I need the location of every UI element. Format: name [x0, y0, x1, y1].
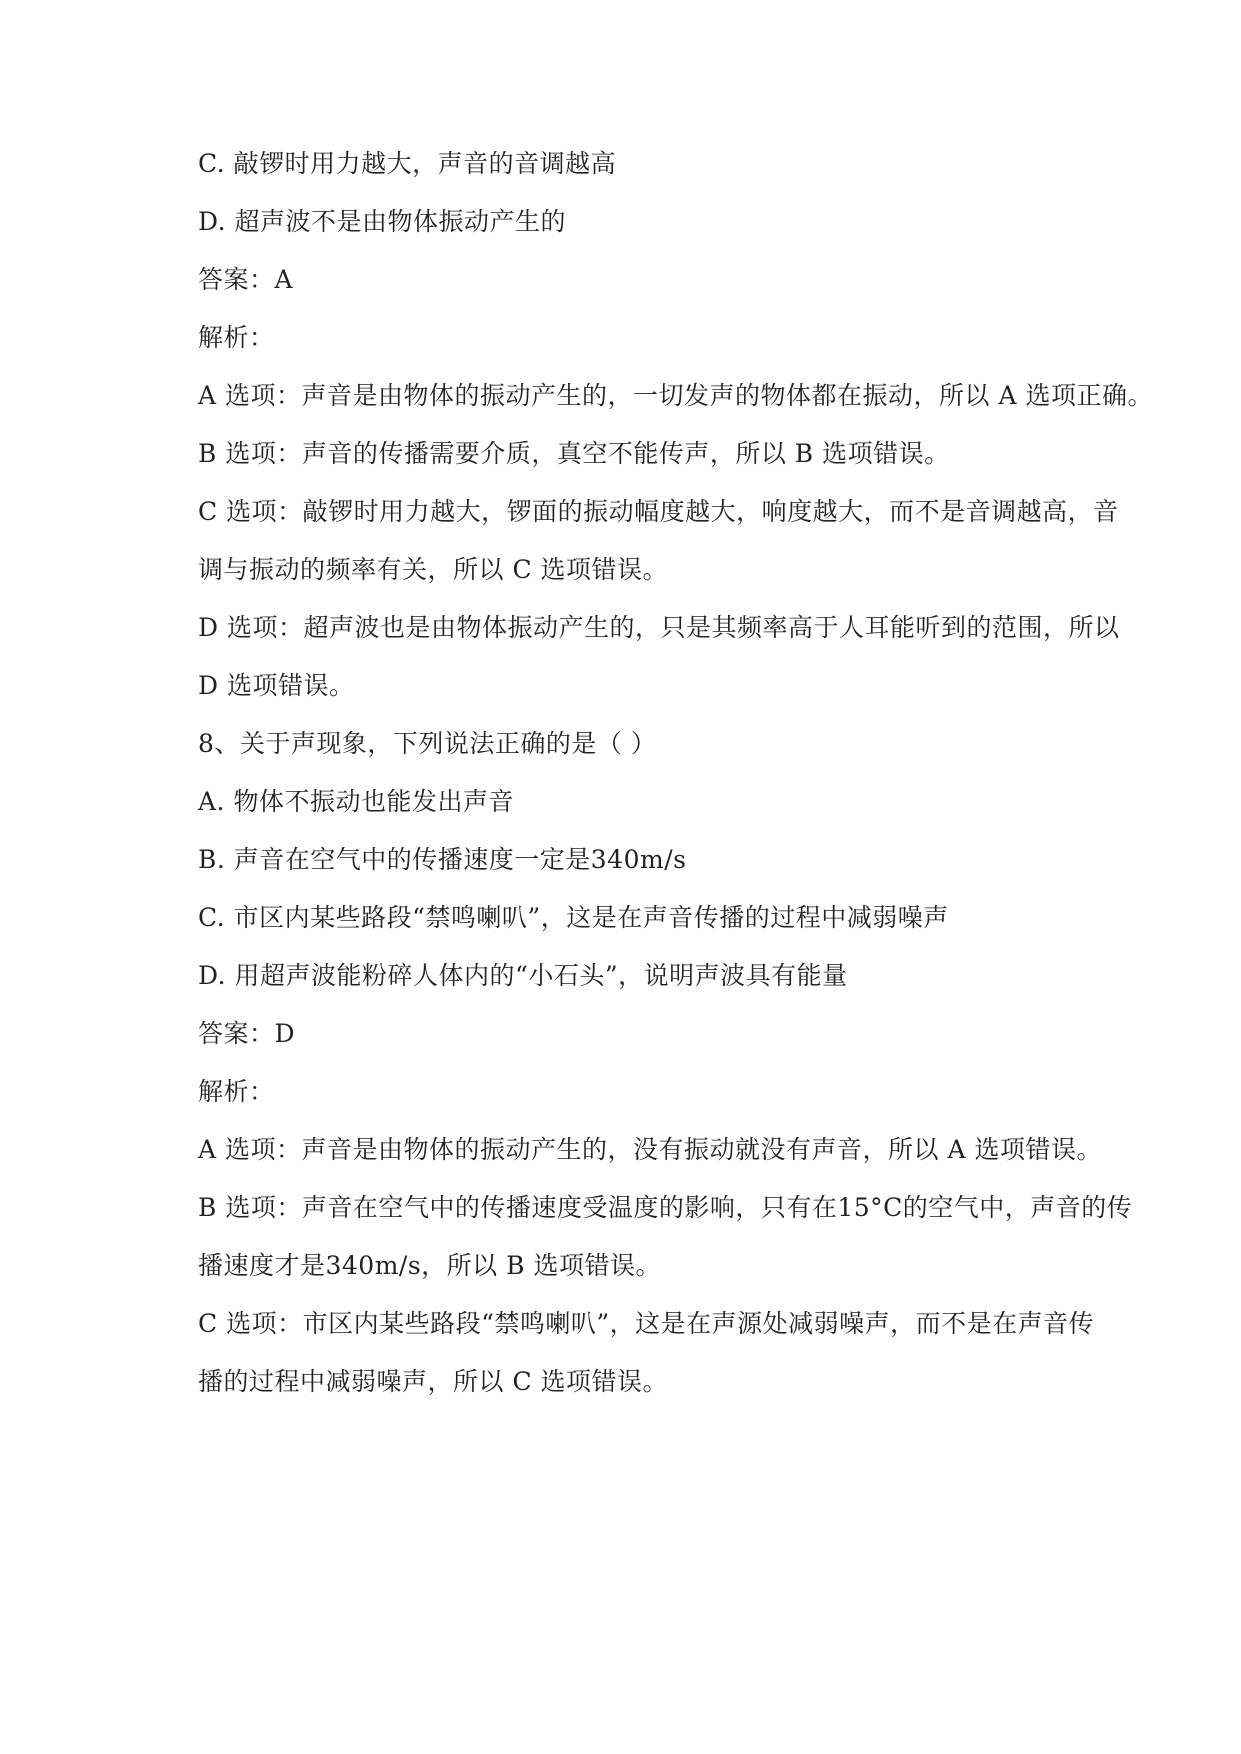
analysis-heading-q8: 解析：: [198, 1077, 275, 1106]
analysis-heading-q7: 解析：: [198, 323, 275, 352]
question-8-stem: 8、关于声现象，下列说法正确的是（ ）: [198, 729, 657, 758]
analysis-d-q7-line1: D 选项：超声波也是由物体振动产生的，只是其频率高于人耳能听到的范围，所以: [198, 613, 1120, 642]
option-c-q8: C. 市区内某些路段“禁鸣喇叭”，这是在声音传播的过程中减弱噪声: [198, 903, 949, 932]
option-b-q8: B. 声音在空气中的传播速度一定是340m/s: [198, 845, 687, 874]
analysis-c-q7-line2: 调与振动的频率有关，所以 C 选项错误。: [198, 555, 669, 584]
option-a-q8: A. 物体不振动也能发出声音: [198, 787, 514, 816]
answer-q7: 答案：A: [198, 265, 294, 294]
option-c-q7: C. 敲锣时用力越大，声音的音调越高: [198, 149, 617, 178]
option-d-q7: D. 超声波不是由物体振动产生的: [198, 207, 567, 236]
answer-q8: 答案：D: [198, 1019, 296, 1048]
analysis-c-q7-line1: C 选项：敲锣时用力越大，锣面的振动幅度越大，响度越大，而不是音调越高，音: [198, 497, 1119, 526]
analysis-c-q8-line2: 播的过程中减弱噪声，所以 C 选项错误。: [198, 1367, 669, 1396]
analysis-c-q8-line1: C 选项：市区内某些路段“禁鸣喇叭”，这是在声源处减弱噪声，而不是在声音传: [198, 1309, 1095, 1338]
option-d-q8: D. 用超声波能粉碎人体内的“小石头”，说明声波具有能量: [198, 961, 848, 990]
analysis-b-q7: B 选项：声音的传播需要介质，真空不能传声，所以 B 选项错误。: [198, 439, 950, 468]
analysis-b-q8-line2: 播速度才是340m/s，所以 B 选项错误。: [198, 1251, 661, 1280]
analysis-b-q8-line1: B 选项：声音在空气中的传播速度受温度的影响，只有在15°C的空气中，声音的传: [198, 1193, 1133, 1222]
analysis-a-q8: A 选项：声音是由物体的振动产生的，没有振动就没有声音，所以 A 选项错误。: [198, 1135, 1102, 1164]
analysis-a-q7: A 选项：声音是由物体的振动产生的，一切发声的物体都在振动，所以 A 选项正确。: [198, 381, 1153, 410]
analysis-d-q7-line2: D 选项错误。: [198, 671, 355, 700]
